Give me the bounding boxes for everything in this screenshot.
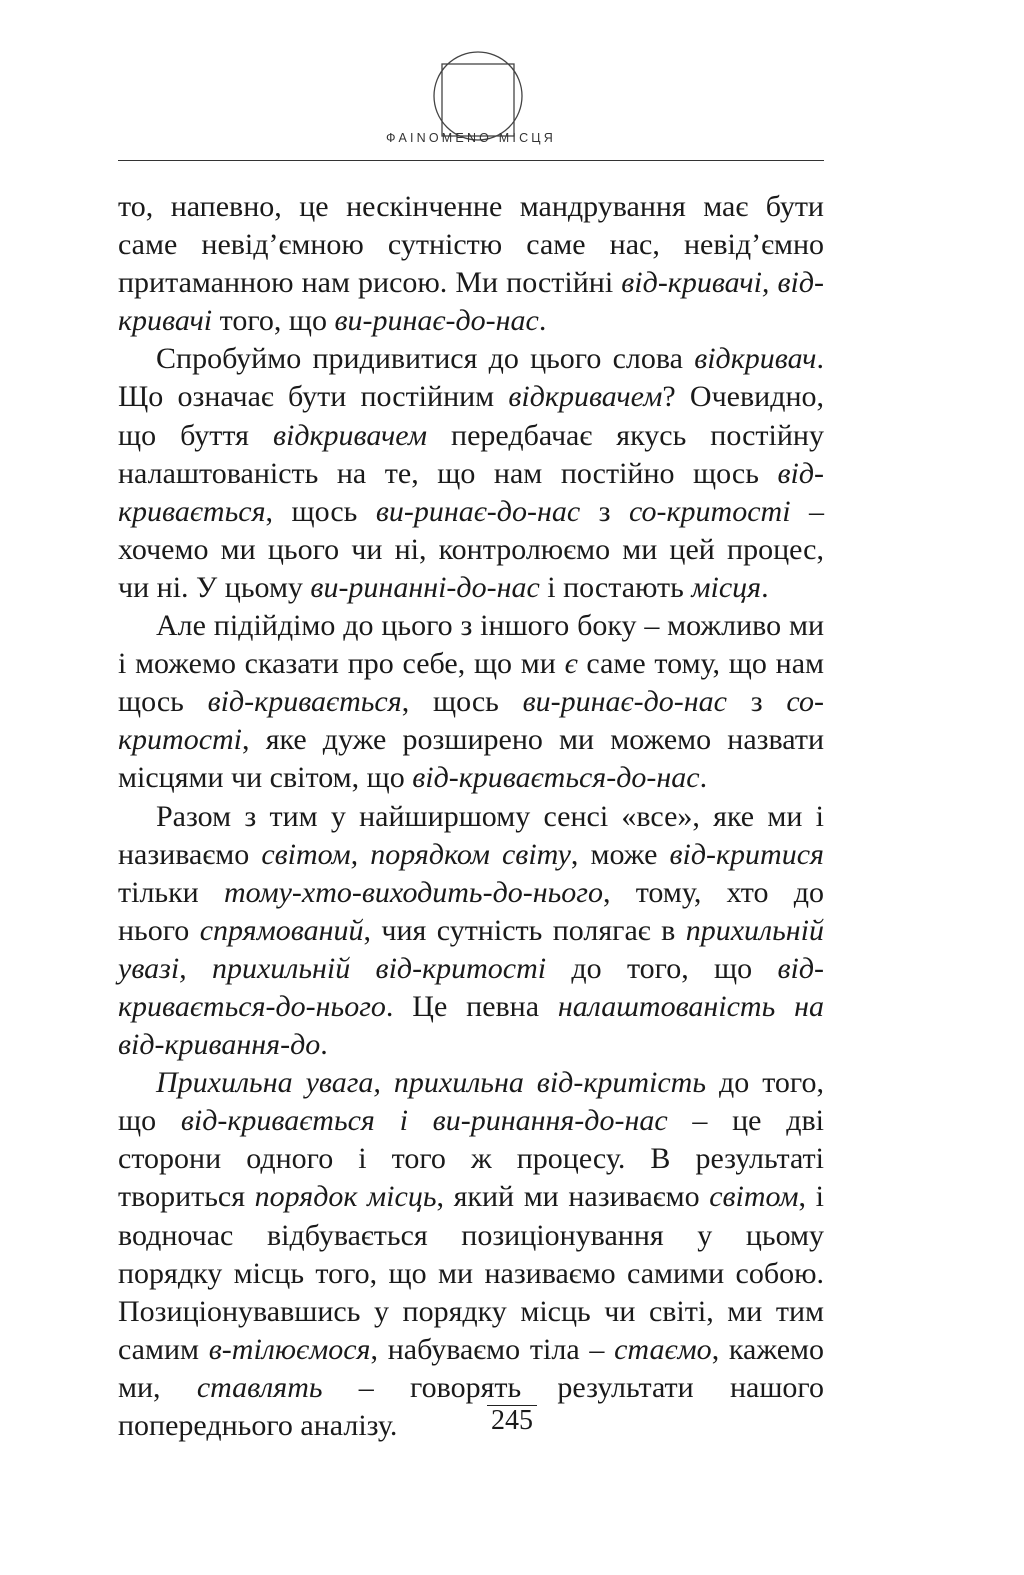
italic-text: спрямований	[199, 913, 364, 947]
italic-text: від-критися	[669, 837, 824, 871]
italic-text: від-кривається	[118, 456, 824, 528]
text-run: Але підійдімо до цього з іншого боку – можливо ми і можемо сказати про себе, що ми	[118, 609, 824, 681]
italic-text: від-кривається	[207, 685, 402, 719]
text-run: .	[538, 304, 547, 338]
italic-text: ви-ринає-до-нас	[334, 304, 539, 338]
text-run: , кажемо ми,	[118, 1332, 824, 1404]
header-rule	[118, 160, 824, 161]
italic-text: со-критості	[118, 685, 824, 757]
italic-text: відкривач	[694, 342, 817, 376]
paragraph	[118, 1064, 824, 1445]
italic-text: со-критості	[628, 494, 791, 528]
text-run: , який ми називаємо	[436, 1180, 710, 1214]
text-run: , яке дуже розширено ми можемо назвати місцями чи світом, що	[118, 723, 824, 795]
italic-text: від-кривається-до-нього	[118, 951, 824, 1023]
text-run: з	[726, 685, 787, 719]
page-number: 245	[487, 1405, 537, 1436]
text-run: передбачає якусь постійну налаштованість на те, що нам постійно щось	[118, 418, 824, 490]
text-run: .	[761, 570, 769, 604]
italic-text: ви-ринає-до-нас	[522, 685, 727, 719]
text-run: , щось	[401, 685, 523, 719]
italic-text: від-кривачі, від-кривачі	[118, 266, 825, 338]
italic-text: стаємо	[614, 1332, 712, 1366]
italic-text: від-кривається-до-нас	[412, 761, 700, 795]
italic-text: в-тілюємося	[208, 1332, 371, 1366]
text-run: , щось	[265, 494, 376, 528]
text-run: . Це певна	[385, 989, 558, 1023]
text-run: до того, що	[546, 951, 778, 985]
paragraph	[118, 188, 824, 340]
italic-text: ви-ринає-до-нас	[375, 494, 581, 528]
italic-text: світом, порядком світу	[261, 837, 571, 871]
italic-text: місця	[691, 570, 762, 604]
page-number-area	[0, 1405, 1024, 1437]
italic-text: від-кривається і ви-ринання-до-нас	[180, 1104, 668, 1138]
paragraph	[118, 607, 824, 797]
text-run: , чия сутність полягає в	[363, 913, 686, 947]
body-text	[118, 188, 824, 1445]
text-run: до того, що	[118, 1066, 824, 1138]
text-run: , може	[570, 837, 670, 871]
italic-text: тому-хто-виходить-до-нього	[223, 875, 603, 909]
circle-square-emblem-icon	[432, 50, 524, 142]
text-run: то, напевно, це нескінченне мандрування має бути саме невід’ємною сутністю саме нас, невід’ємно притаманною нам рисою. Ми постійні	[118, 190, 824, 300]
text-run: Разом з тим у найширшому сенсі «все», яке ми і називаємо	[118, 799, 824, 871]
text-run: – це дві сторони одного і того ж процесу. В результаті твориться	[118, 1104, 824, 1214]
italic-text: прихильній увазі, прихильній від-критості	[118, 913, 824, 985]
paragraph	[118, 340, 824, 607]
italic-text: світом	[709, 1180, 799, 1214]
italic-text: відкривачем	[508, 380, 663, 414]
italic-text: Прихильна увага, прихильна від-критість	[156, 1066, 706, 1100]
text-run: , тому, хто до нього	[118, 875, 824, 947]
text-run: . Що означає бути постійним	[118, 342, 824, 414]
italic-text: відкривачем	[272, 418, 427, 452]
text-run: , і водночас відбувається позиціонування у цьому порядку місць того, що ми називаємо самими собою. Позиціонувавшись у порядку місць чи світі, ми тим самим	[118, 1180, 824, 1366]
text-run: – говорять результати нашого попереднього аналізу.	[118, 1370, 824, 1442]
text-run: саме тому, що нам щось	[118, 647, 824, 719]
text-run: тільки	[118, 875, 224, 909]
text-run: – хочемо ми цього чи ні, контролюємо ми цей процес, чи ні. У цьому	[118, 494, 824, 604]
italic-text: ви-ринанні-до-нас	[310, 570, 540, 604]
text-run: того, що	[212, 304, 335, 338]
italic-text: налаштованість на від-кривання-до	[118, 989, 824, 1062]
text-run: .	[699, 761, 708, 795]
text-run: , набуваємо тіла –	[370, 1332, 615, 1366]
running-head: ФАІNOMENO МІСЦЯ	[386, 131, 556, 145]
text-run: .	[320, 1028, 328, 1062]
text-run: з	[580, 494, 629, 528]
italic-text: є	[564, 647, 578, 681]
text-run: Спробуймо придивитися до цього слова	[156, 342, 695, 376]
text-run: ? Очевидно, що буття	[118, 380, 825, 452]
text-run: і постають	[539, 570, 692, 604]
italic-text: ставлять	[196, 1370, 323, 1404]
italic-text: порядок місць	[254, 1180, 437, 1214]
paragraph	[118, 798, 824, 1065]
